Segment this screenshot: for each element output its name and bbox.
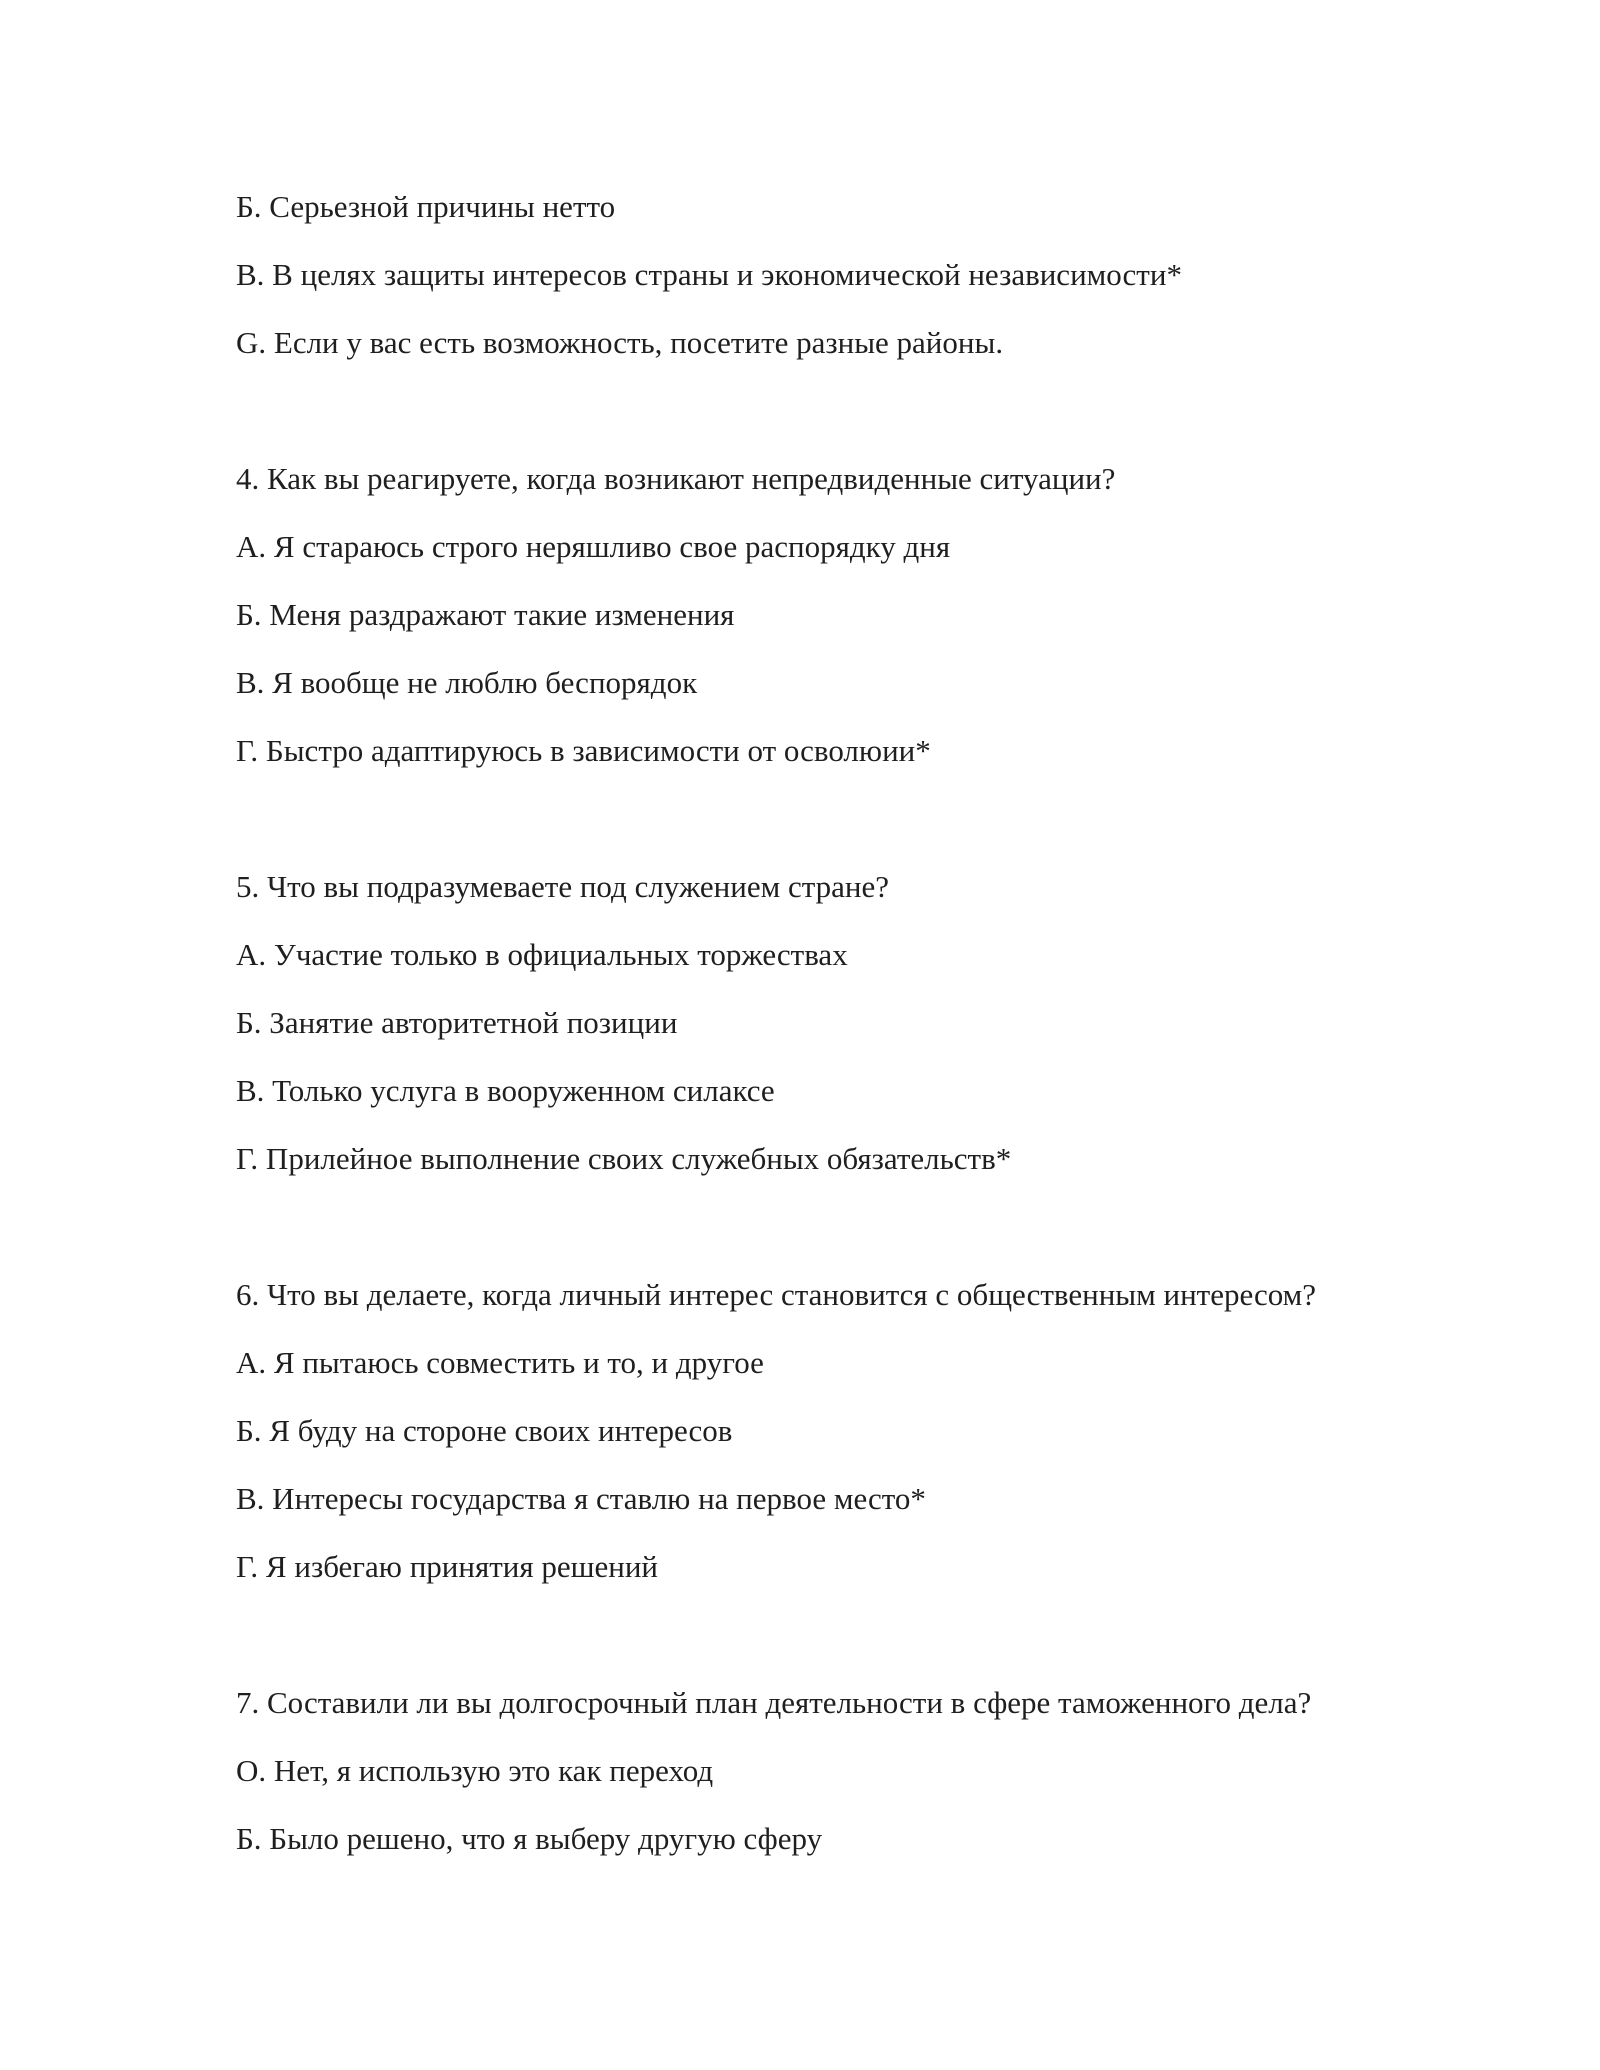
paragraph-gap xyxy=(236,1616,1436,1684)
question-text: 4. Как вы реагируете, когда возникают непредвиденные ситуации? xyxy=(236,461,1116,496)
answer-option: Б. Серьезной причины нетто xyxy=(236,189,616,224)
answer-option: Г. Я избегаю принятия решений xyxy=(236,1549,659,1584)
answer-option: G. Если у вас есть возможность, посетите разные районы. xyxy=(236,325,1004,360)
answer-option: О. Нет, я использую это как переход xyxy=(236,1753,714,1788)
answer-option: Б. Было решено, что я выберу другую сферу xyxy=(236,1821,823,1856)
question-text: 5. Что вы подразумеваете под служением стране? xyxy=(236,869,890,904)
question-text: 6. Что вы делаете, когда личный интерес становится с общественным интересом? xyxy=(236,1277,1317,1312)
answer-option: Б. Меня раздражают такие изменения xyxy=(236,597,735,632)
paragraph-gap xyxy=(236,1208,1436,1276)
document-content xyxy=(236,188,1436,1888)
answer-option: В. Я вообще не люблю беспорядок xyxy=(236,665,698,700)
answer-option: А. Участие только в официальных торжествах xyxy=(236,937,848,972)
answer-option: А. Я пытаюсь совместить и то, и другое xyxy=(236,1345,764,1380)
answer-option: Г. Прилейное выполнение своих служебных обязательств* xyxy=(236,1141,1012,1176)
paragraph-gap xyxy=(236,800,1436,868)
answer-option: А. Я стараюсь строго неряшливо свое распорядку дня xyxy=(236,529,951,564)
question-text: 7. Составили ли вы долгосрочный план деятельности в сфере таможенного дела? xyxy=(236,1685,1312,1720)
answer-option: Г. Быстро адаптируюсь в зависимости от осволюии* xyxy=(236,733,931,768)
answer-option: В. Только услуга в вооруженном силаксе xyxy=(236,1073,775,1108)
paragraph-gap xyxy=(236,392,1436,460)
answer-option: Б. Я буду на стороне своих интересов xyxy=(236,1413,733,1448)
answer-option: Б. Занятие авторитетной позиции xyxy=(236,1005,678,1040)
answer-option: В. В целях защиты интересов страны и экономической независимости* xyxy=(236,257,1182,292)
answer-option: В. Интересы государства я ставлю на первое место* xyxy=(236,1481,926,1516)
